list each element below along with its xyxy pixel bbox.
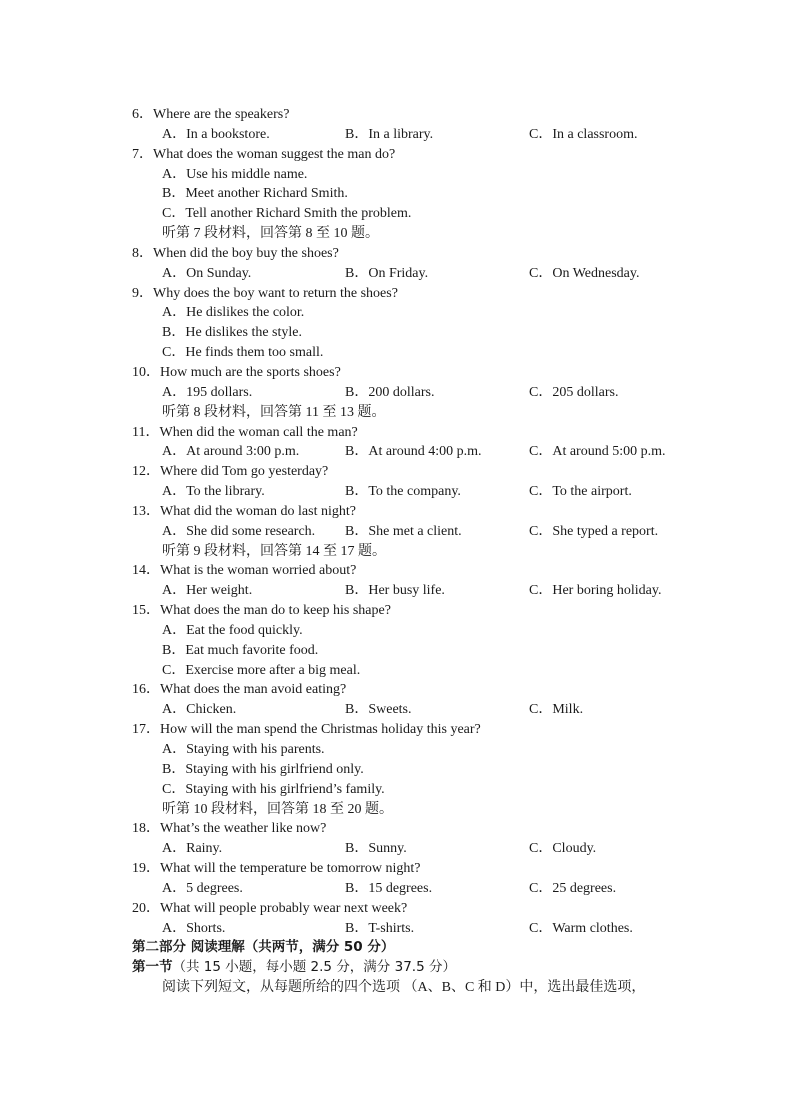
option-a: A．Eat the food quickly. [162, 622, 303, 638]
option-b: B．T-shirts. [345, 920, 415, 936]
question-6: 6．Where are the speakers? [132, 107, 290, 122]
option-b: B．On Friday. [345, 265, 429, 281]
option-c: C．At around 5:00 p.m. [529, 444, 666, 460]
option-a: A．5 degrees. [162, 880, 243, 896]
section-instruction: 听第 7 段材料，回答第 8 至 10 题。 [162, 226, 379, 242]
option-a: A．She did some research. [162, 523, 316, 539]
options-row [0, 839, 806, 859]
option-c: C．She typed a report. [529, 523, 659, 539]
option-b: B．Sweets. [345, 702, 412, 718]
options-row [0, 383, 806, 403]
question-13: 13．What did the woman do last night? [132, 503, 356, 519]
option-a: A．To the library. [162, 484, 265, 500]
option-a: A．Staying with his parents. [162, 742, 325, 757]
question-18: 18．What’s the weather like now? [132, 821, 327, 837]
question-10: 10．How much are the sports shoes? [132, 364, 341, 380]
option-a: A．Rainy. [162, 841, 223, 857]
option-a: A．Her weight. [162, 583, 253, 599]
option-b: B．He dislikes the style. [162, 325, 302, 341]
question-8: 8．When did the boy buy the shoes? [132, 245, 339, 261]
question-11: 11．When did the woman call the man? [132, 424, 358, 440]
section-instruction: 听第 9 段材料，回答第 14 至 17 题。 [162, 543, 386, 559]
question-16: 16．What does the man avoid eating? [132, 682, 347, 698]
option-a: A．He dislikes the color. [162, 305, 305, 321]
options-row [0, 125, 806, 145]
option-b: B．Staying with his girlfriend only. [162, 761, 364, 777]
question-20: 20．What will people probably wear next week? [132, 900, 408, 916]
option-a: A．At around 3:00 p.m. [162, 444, 300, 460]
options-row [0, 879, 806, 899]
options-row [0, 482, 806, 502]
option-b: B．She met a client. [345, 523, 462, 539]
options-row [0, 522, 806, 542]
option-b: B．At around 4:00 p.m. [345, 444, 482, 460]
option-c: C．He finds them too small. [162, 345, 324, 361]
option-c: C．205 dollars. [529, 384, 619, 400]
option-c: C．25 degrees. [529, 880, 617, 896]
options-row [0, 919, 806, 939]
option-c: C．Cloudy. [529, 841, 597, 857]
option-c: C．Her boring holiday. [529, 583, 662, 599]
option-c: C．On Wednesday. [529, 265, 640, 281]
option-b: B．15 degrees. [345, 880, 433, 896]
section-instruction: 听第 8 段材料，回答第 11 至 13 题。 [162, 404, 386, 420]
options-row [0, 264, 806, 284]
section-instruction: 听第 10 段材料，回答第 18 至 20 题。 [162, 801, 393, 817]
option-a: A．Use his middle name. [162, 166, 308, 182]
option-c: C．Milk. [529, 702, 584, 718]
option-c: C．In a classroom. [529, 126, 638, 142]
option-c: C．Staying with his girlfriend’s family. [162, 781, 385, 797]
options-row [0, 700, 806, 720]
option-c: C．Exercise more after a big meal. [162, 662, 361, 678]
part-heading: 第二部分 阅读理解（共两节，满分 50 分） [132, 939, 395, 956]
section-info: （共 15 小题，每小题 2.5 分，满分 37.5 分） [172, 959, 456, 976]
option-c: C．Warm clothes. [529, 920, 633, 936]
listening-questions [0, 105, 806, 998]
option-b: B．200 dollars. [345, 384, 435, 400]
option-c: C．To the airport. [529, 484, 632, 500]
question-7: 7．What does the woman suggest the man do? [132, 146, 396, 162]
option-c: C．Tell another Richard Smith the problem. [162, 206, 412, 222]
option-b: B．To the company. [345, 484, 461, 500]
option-a: A．Chicken. [162, 702, 237, 718]
question-12: 12．Where did Tom go yesterday? [132, 464, 329, 480]
option-a: A．In a bookstore. [162, 126, 270, 142]
option-b: B．Her busy life. [345, 583, 445, 599]
question-15: 15．What does the man do to keep his shape? [132, 603, 391, 619]
option-a: A．Shorts. [162, 920, 226, 936]
section-heading [0, 958, 806, 978]
question-19: 19．What will the temperature be tomorrow night? [132, 861, 421, 877]
reading-instruction: 阅读下列短文，从每题所给的四个选项 （A、B、C 和 D）中，选出最佳选项， [162, 980, 646, 996]
question-17: 17．How will the man spend the Christmas holiday this year? [132, 722, 481, 738]
question-9: 9．Why does the boy want to return the shoes? [132, 285, 398, 301]
question-14: 14．What is the woman worried about? [132, 563, 357, 579]
option-a: A．195 dollars. [162, 384, 253, 400]
option-b: B．In a library. [345, 126, 434, 142]
options-row [0, 581, 806, 601]
section-label: 第一节 [132, 959, 173, 976]
options-row [0, 442, 806, 462]
option-b: B．Sunny. [345, 841, 407, 857]
option-b: B．Meet another Richard Smith. [162, 186, 348, 202]
option-b: B．Eat much favorite food. [162, 642, 319, 658]
option-a: A．On Sunday. [162, 265, 252, 281]
